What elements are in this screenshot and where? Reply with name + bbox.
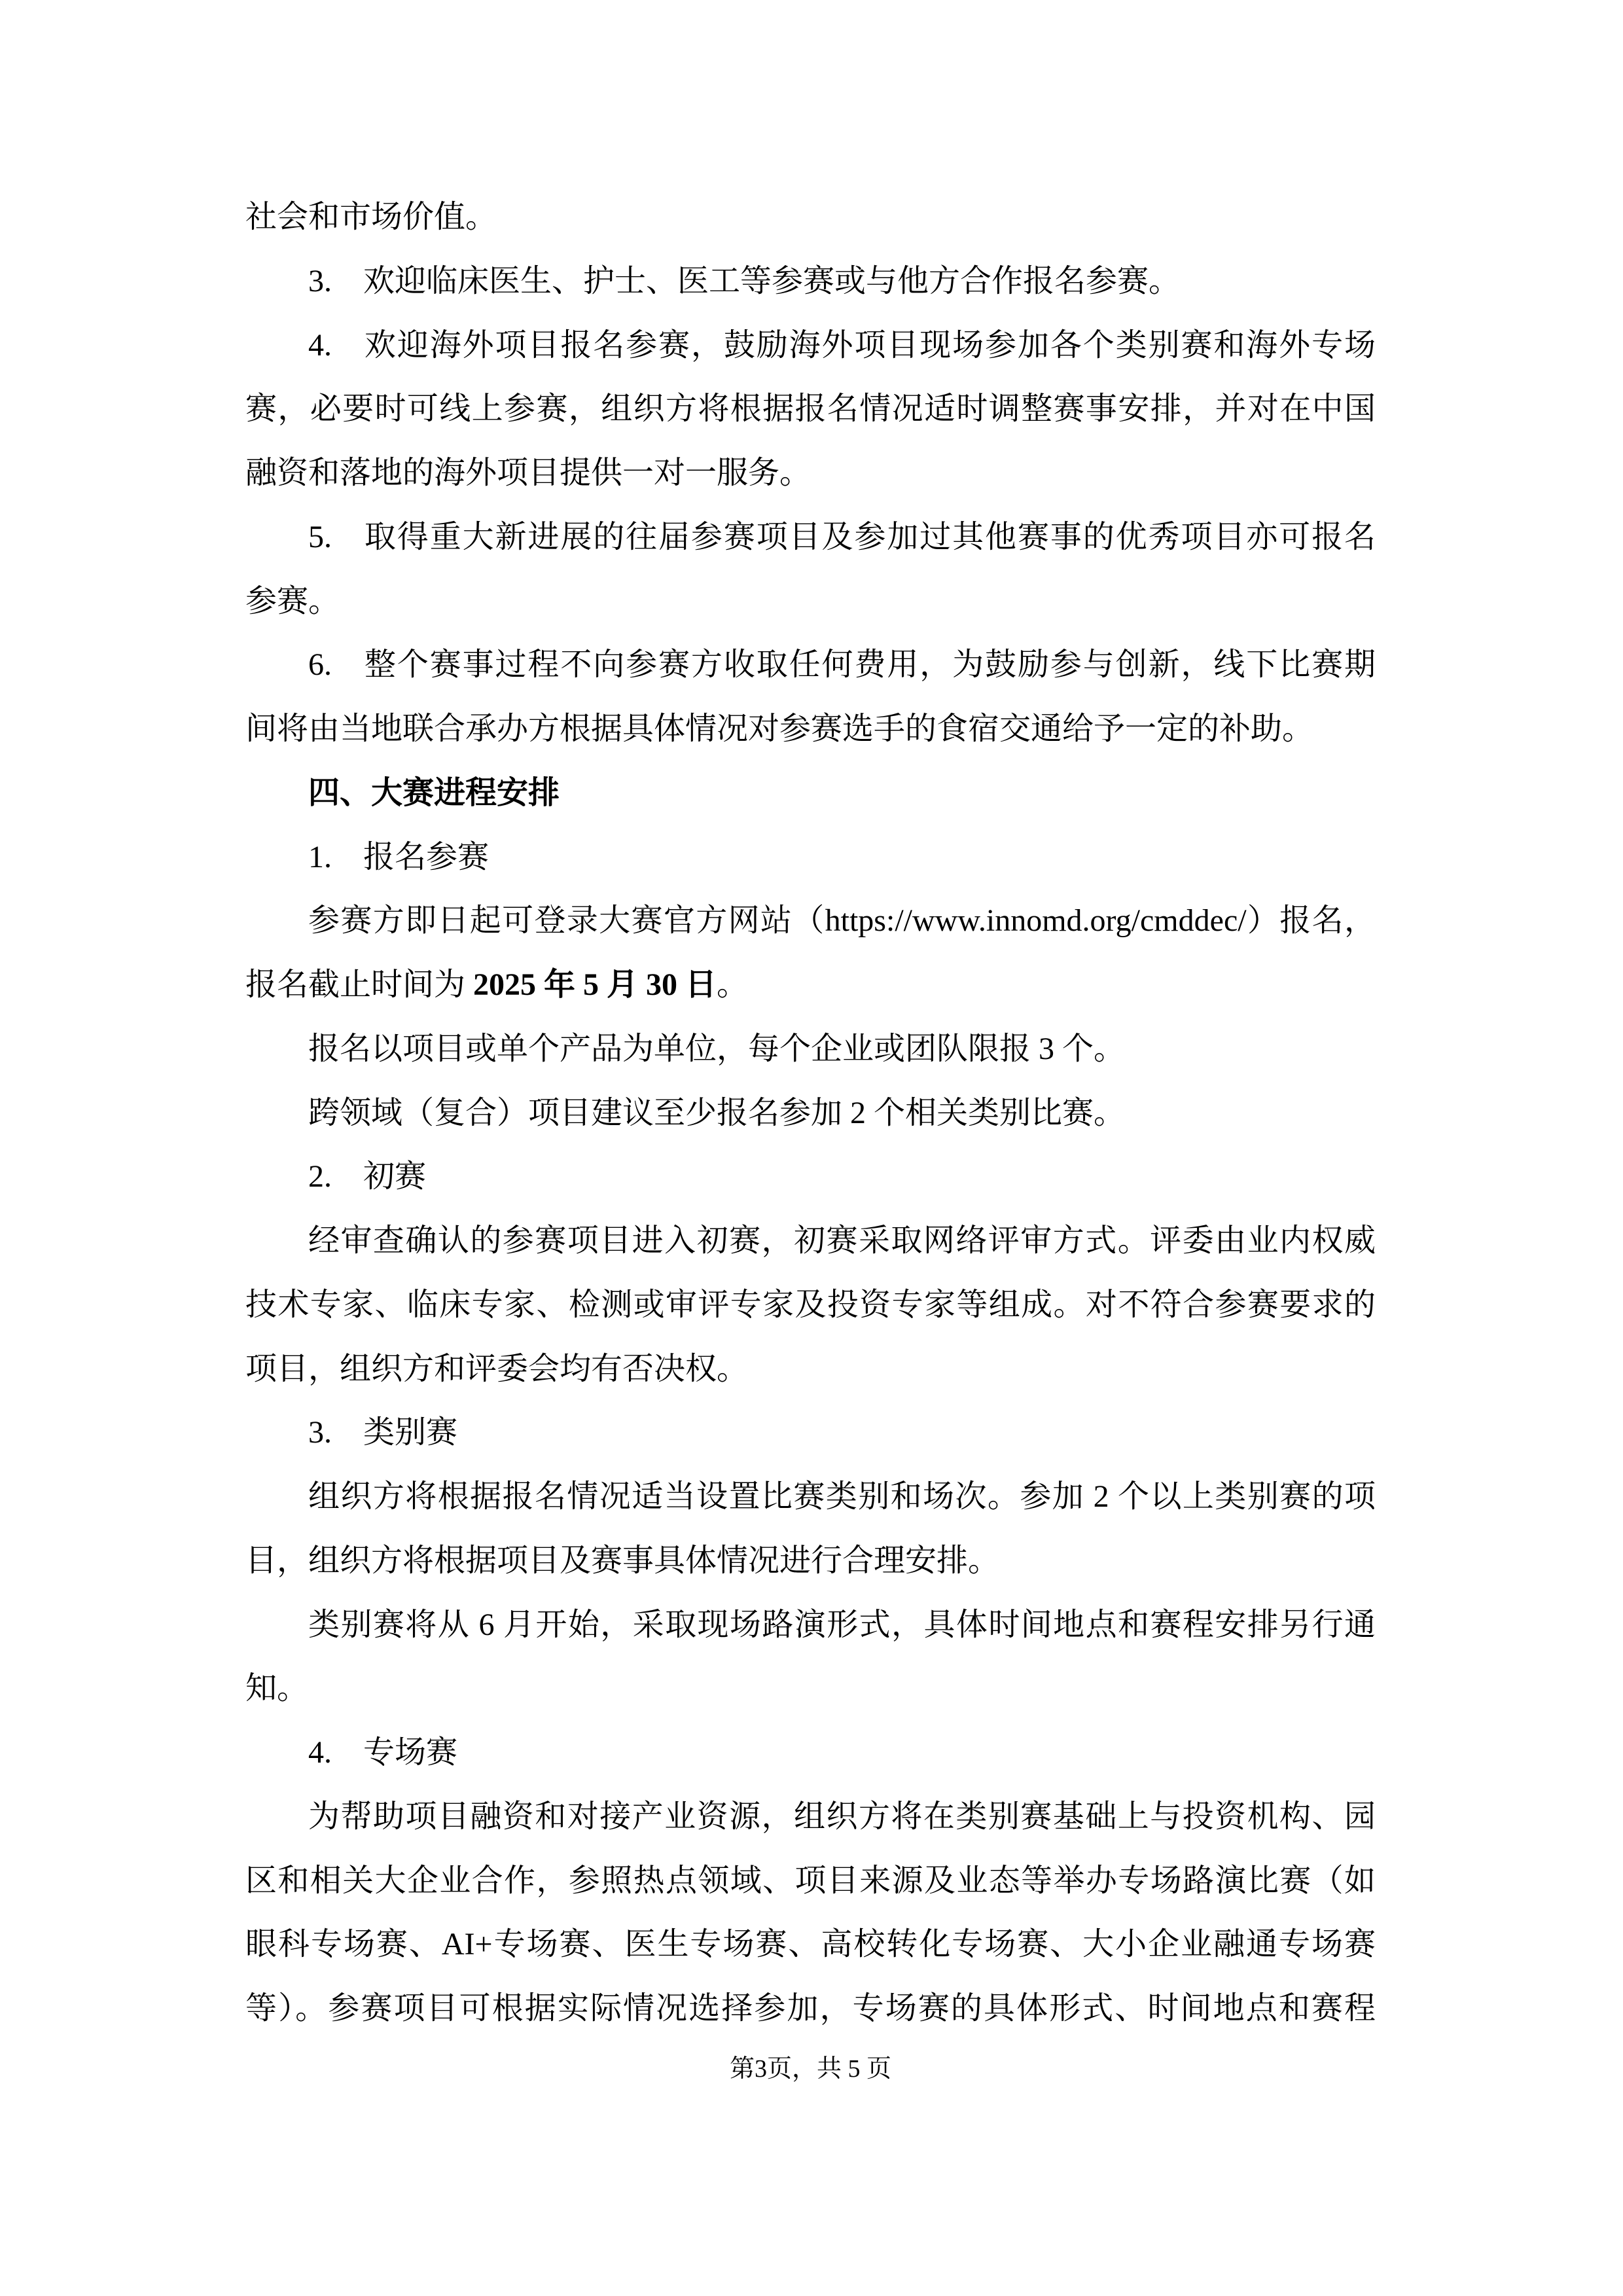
text-segment: 等）。参赛项目可根据实际情况选择参加，专场赛的具体形式、时间地点和赛程	[245, 1991, 1376, 2026]
text-line	[245, 1209, 1376, 1273]
text-segment: 4. 专场赛	[308, 1735, 458, 1770]
text-line	[245, 185, 1376, 249]
text-line	[245, 953, 1376, 1017]
text-segment: 眼科专场赛、AI+专场赛、医生专场赛、高校转化专场赛、大小企业融通专场赛	[245, 1927, 1376, 1962]
text-line	[245, 1273, 1376, 1337]
text-line	[245, 1401, 1376, 1465]
text-segment: 经审查确认的参赛项目进入初赛，初赛采取网络评审方式。评委由业内权威	[308, 1223, 1376, 1258]
text-segment: 5. 取得重大新进展的往届参赛项目及参加过其他赛事的优秀项目亦可报名	[308, 519, 1376, 554]
text-line	[245, 1977, 1376, 2041]
text-segment: 四、大赛进程安排	[308, 775, 560, 810]
text-line	[245, 633, 1376, 697]
text-line	[245, 377, 1376, 441]
text-segment: 6. 整个赛事过程不向参赛方收取任何费用，为鼓励参与创新，线下比赛期	[308, 647, 1376, 683]
text-segment: 参赛方即日起可登录大赛官方网站（https://www.innomd.org/cmddec/）报名，	[308, 903, 1376, 939]
text-line	[245, 1849, 1376, 1913]
text-line	[245, 1912, 1376, 1977]
text-segment: 3. 类别赛	[308, 1415, 458, 1450]
text-segment: 目，组织方将根据项目及赛事具体情况进行合理安排。	[245, 1543, 1000, 1578]
text-segment: 为帮助项目融资和对接产业资源，组织方将在类别赛基础上与投资机构、园	[308, 1799, 1376, 1834]
text-line	[245, 697, 1376, 761]
text-segment: 类别赛将从 6 月开始，采取现场路演形式，具体时间地点和赛程安排另行通	[308, 1607, 1376, 1642]
text-segment: 。	[717, 967, 749, 1002]
text-line	[245, 889, 1376, 953]
text-line	[245, 314, 1376, 378]
document-body	[245, 185, 1376, 2041]
text-line	[245, 505, 1376, 569]
text-segment: 间将由当地联合承办方根据具体情况对参赛选手的食宿交通给予一定的补助。	[245, 711, 1314, 746]
text-line	[245, 1529, 1376, 1593]
text-line	[245, 249, 1376, 314]
text-segment: 组织方将根据报名情况适当设置比赛类别和场次。参加 2 个以上类别赛的项	[308, 1479, 1376, 1514]
text-line	[245, 569, 1376, 634]
text-line	[245, 1657, 1376, 1721]
text-line	[245, 1721, 1376, 1785]
text-line	[245, 1081, 1376, 1145]
text-line	[245, 441, 1376, 505]
text-line	[245, 1593, 1376, 1657]
text-segment: 社会和市场价值。	[245, 200, 497, 234]
text-segment: 区和相关大企业合作，参照热点领域、项目来源及业态等举办专场路演比赛（如	[245, 1863, 1376, 1898]
text-segment: 3. 欢迎临床医生、护士、医工等参赛或与他方合作报名参赛。	[308, 263, 1181, 298]
text-segment: 项目，组织方和评委会均有否决权。	[245, 1351, 749, 1386]
bold-text-segment: 2025 年 5 月 30 日	[473, 967, 717, 1002]
text-segment: 报名以项目或单个产品为单位，每个企业或团队限报 3 个。	[308, 1031, 1126, 1066]
text-segment: 4. 欢迎海外项目报名参赛，鼓励海外项目现场参加各个类别赛和海外专场	[308, 327, 1376, 363]
text-segment: 赛，必要时可线上参赛，组织方将根据报名情况适时调整赛事安排，并对在中国	[245, 391, 1376, 427]
text-segment: 知。	[245, 1671, 309, 1706]
text-segment: 技术专家、临床专家、检测或审评专家及投资专家等组成。对不符合参赛要求的	[245, 1287, 1376, 1322]
text-line	[245, 761, 1376, 825]
page-footer: 第3页，共 5 页	[729, 2055, 891, 2083]
text-segment: 参赛。	[245, 583, 340, 619]
text-segment: 融资和落地的海外项目提供一对一服务。	[245, 456, 812, 490]
text-line	[245, 1017, 1376, 1081]
text-line	[245, 1465, 1376, 1529]
text-line	[245, 825, 1376, 889]
text-line	[245, 1337, 1376, 1401]
text-segment: 跨领域（复合）项目建议至少报名参加 2 个相关类别比赛。	[308, 1095, 1126, 1130]
text-segment: 1. 报名参赛	[308, 839, 490, 874]
text-line	[245, 1145, 1376, 1209]
text-segment: 2. 初赛	[308, 1159, 427, 1194]
text-segment: 报名截止时间为	[245, 967, 474, 1002]
text-line	[245, 1785, 1376, 1849]
